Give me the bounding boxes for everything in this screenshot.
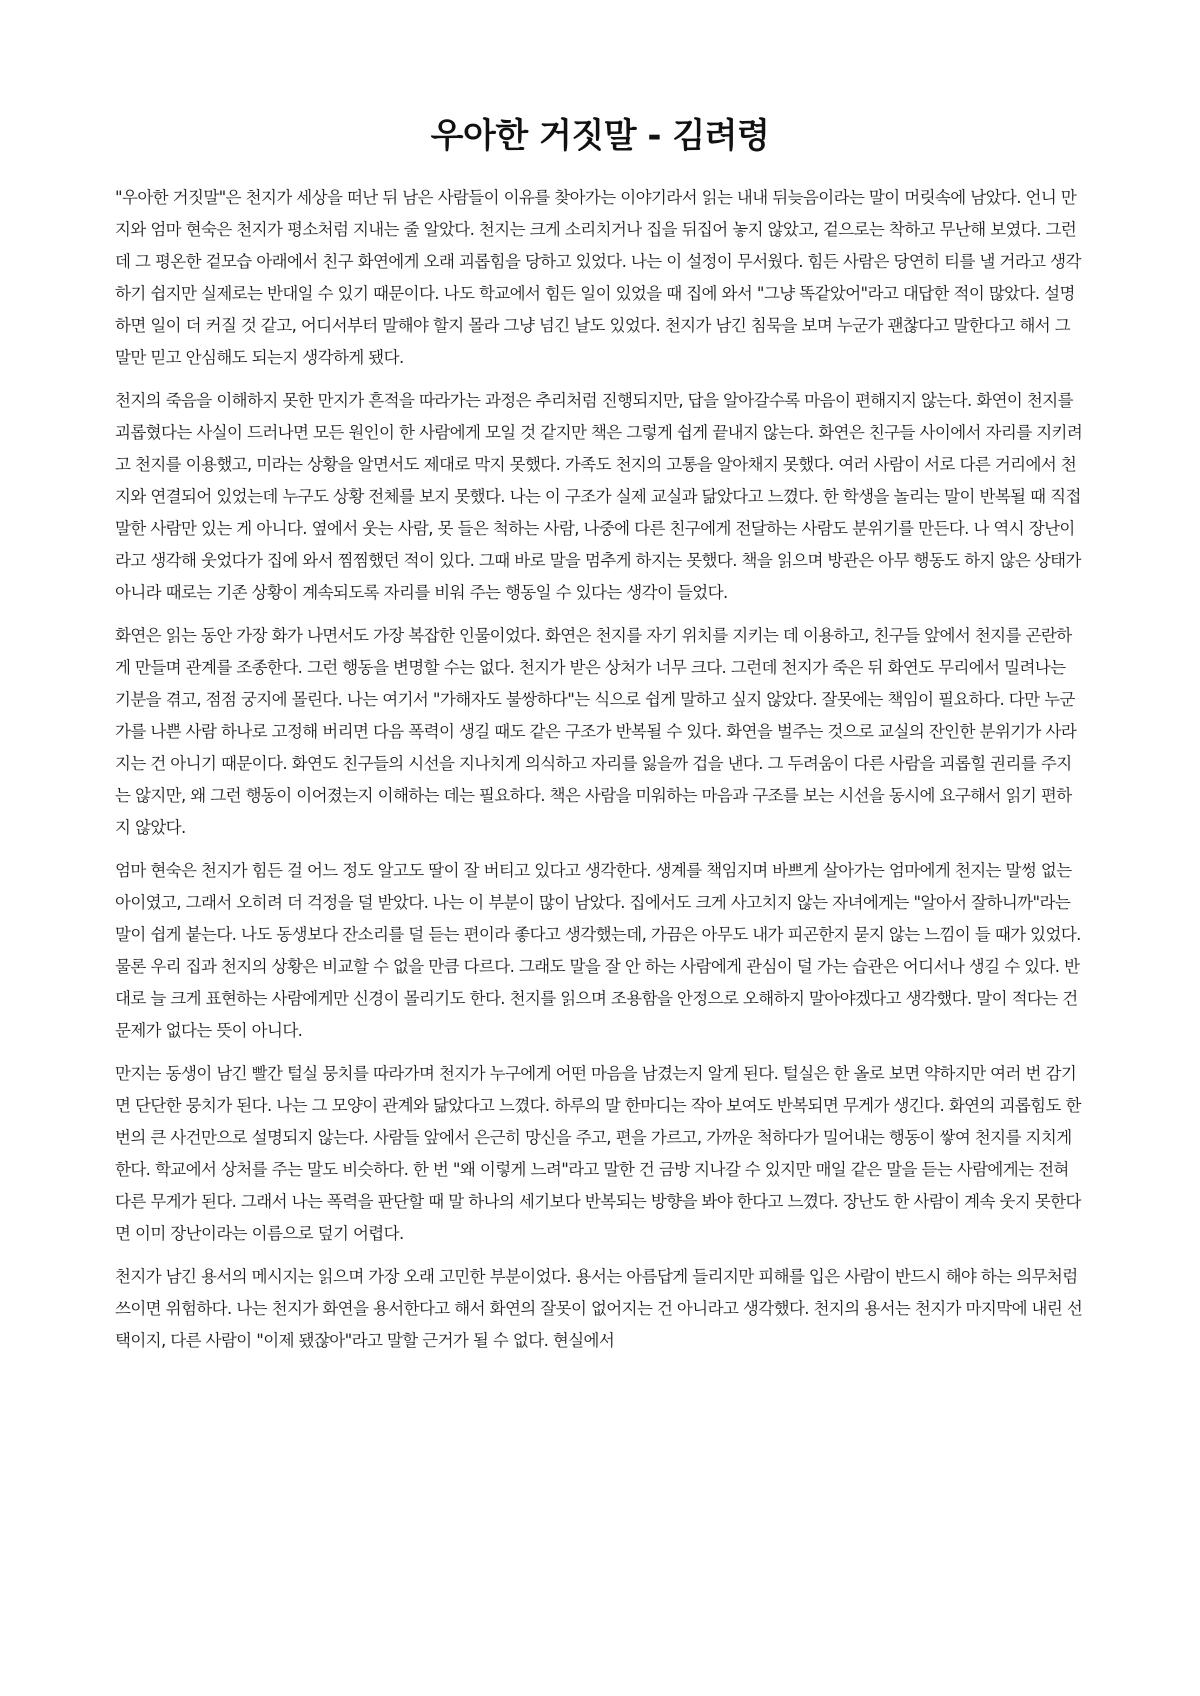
paragraph-3: 화연은 읽는 동안 가장 화가 나면서도 가장 복잡한 인물이었다. 화연은 천지를 자기 위치를 지키는 데 이용하고, 친구들 앞에서 천지를 곤란하게 만들며 관계를 조종한다. 그런 행동을 변명할 수는 없다. 천지가 받은 상처가 너무 크다. 그런데 천지가 죽은 뒤 화연도 무리에서 밀려나는 기분을 겪고, 점점 궁지에 몰린다. 나는 여기서 "가해자도 불쌍하다"는 식으로 쉽게 말하고 싶지 않았다. 잘못에는 책임이 필요하다. 다만 누군가를 나쁜 사람 하나로 고정해 버리면 다음 폭력이 생길 때도 같은 구조가 반복될 수 있다. 화연을 벌주는 것으로 교실의 잔인한 분위기가 사라지는 건 아니기 때문이다. 화연도 친구들의 시선을 지나치게 의식하고 자리를 잃을까 겁을 낸다. 그 두려움이 다른 사람을 괴롭힐 권리를 주지는 않지만, 왜 그런 행동이 이어졌는지 이해하는 데는 필요하다. 책은 사람을 미워하는 마음과 구조를 보는 시선을 동시에 요구해서 읽기 편하지 않았다. [115,626,1077,837]
paragraph-2: 천지의 죽음을 이해하지 못한 만지가 흔적을 따라가는 과정은 추리처럼 진행되지만, 답을 알아갈수록 마음이 편해지지 않는다. 화연이 천지를 괴롭혔다는 사실이 드러나면 모든 원인이 한 사람에게 모일 것 같지만 책은 그렇게 쉽게 끝내지 않는다. 화연은 친구들 사이에서 자리를 지키려고 천지를 이용했고, 미라는 상황을 알면서도 제대로 막지 못했다. 가족도 천지의 고통을 알아채지 못했다. 여러 사람이 서로 다른 거리에서 천지와 연결되어 있었는데 누구도 상황 전체를 보지 못했다. 나는 이 구조가 실제 교실과 닮았다고 느꼈다. 한 학생을 놀리는 말이 반복될 때 직접 말한 사람만 있는 게 아니다. 옆에서 웃는 사람, 못 들은 척하는 사람, 나중에 다른 친구에게 전달하는 사람도 분위기를 만든다. 나 역시 장난이라고 생각해 웃었다가 집에 와서 찜찜했던 적이 있다. 그때 바로 말을 멈추게 하지는 못했다. 책을 읽으며 방관은 아무 행동도 하지 않은 상태가 아니라 때로는 기존 상황이 계속되도록 자리를 비워 주는 행동일 수 있다는 생각이 들었다. [115,391,1083,602]
document-title: 우아한 거짓말 - 김려령 [430,116,770,156]
paragraph-4: 엄마 현숙은 천지가 힘든 걸 어느 정도 알고도 딸이 잘 버티고 있다고 생각한다. 생계를 책임지며 바쁘게 살아가는 엄마에게 천지는 말썽 없는 아이였고, 그래서 오히려 더 걱정을 덜 받았다. 나는 이 부분이 많이 남았다. 집에서도 크게 사고치지 않는 자녀에게는 "알아서 잘하니까"라는 말이 쉽게 붙는다. 나도 동생보다 잔소리를 덜 듣는 편이라 좋다고 생각했는데, 가끔은 아무도 내가 피곤한지 묻지 않는 느낌이 들 때가 있었다. 물론 우리 집과 천지의 상황은 비교할 수 없을 만큼 다르다. 그래도 말을 잘 안 하는 사람에게 관심이 덜 가는 습관은 어디서나 생길 수 있다. 반대로 늘 크게 표현하는 사람에게만 신경이 몰리기도 한다. 천지를 읽으며 조용함을 안정으로 오해하지 말아야겠다고 생각했다. 말이 적다는 건 문제가 없다는 뜻이 아니다. [115,861,1081,1040]
paragraph-6: 천지가 남긴 용서의 메시지는 읽으며 가장 오래 고민한 부분이었다. 용서는 아름답게 들리지만 피해를 입은 사람이 반드시 해야 하는 의무처럼 쓰이면 위험하다. 나는 천지가 화연을 용서한다고 해서 화연의 잘못이 없어지는 건 아니라고 생각했다. 천지의 용서는 천지가 마지막에 내린 선택이지, 다른 사람이 "이제 됐잖아"라고 말할 근거가 될 수 없다. 현실에서 [115,1267,1083,1350]
paragraph-5: 만지는 동생이 남긴 빨간 털실 뭉치를 따라가며 천지가 누구에게 어떤 마음을 남겼는지 알게 된다. 털실은 한 올로 보면 약하지만 여러 번 감기면 단단한 뭉치가 된다. 나는 그 모양이 관계와 닮았다고 느꼈다. 하루의 말 한마디는 작아 보여도 반복되면 무게가 생긴다. 화연의 괴롭힘도 한 번의 큰 사건만으로 설명되지 않는다. 사람들 앞에서 은근히 망신을 주고, 편을 가르고, 가까운 척하다가 밀어내는 행동이 쌓여 천지를 지치게 한다. 학교에서 상처를 주는 말도 비슷하다. 한 번 "왜 이렇게 느려"라고 말한 건 금방 지나갈 수 있지만 매일 같은 말을 듣는 사람에게는 전혀 다른 무게가 된다. 그래서 나는 폭력을 판단할 때 말 하나의 세기보다 반복되는 방향을 봐야 한다고 느꼈다. 장난도 한 사람이 계속 웃지 못한다면 이미 장난이라는 이름으로 덮기 어렵다. [115,1064,1081,1243]
paragraph-1: "우아한 거짓말"은 천지가 세상을 떠난 뒤 남은 사람들이 이유를 찾아가는 이야기라서 읽는 내내 뒤늦음이라는 말이 머릿속에 남았다. 언니 만지와 엄마 현숙은 천지가 평소처럼 지내는 줄 알았다. 천지는 크게 소리치거나 집을 뒤집어 놓지 않았고, 겉으로는 착하고 무난해 보였다. 그런데 그 평온한 겉모습 아래에서 친구 화연에게 오래 괴롭힘을 당하고 있었다. 나는 이 설정이 무서웠다. 힘든 사람은 당연히 티를 낼 거라고 생각하기 쉽지만 실제로는 반대일 수 있기 때문이다. 나도 학교에서 힘든 일이 있었을 때 집에 와서 "그냥 똑같았어"라고 대답한 적이 많았다. 설명하면 일이 더 커질 것 같고, 어디서부터 말해야 할지 몰라 그냥 넘긴 날도 있었다. 천지가 남긴 침묵을 보며 누군가 괜찮다고 말한다고 해서 그 말만 믿고 안심해도 되는지 생각하게 됐다. [115,188,1081,367]
